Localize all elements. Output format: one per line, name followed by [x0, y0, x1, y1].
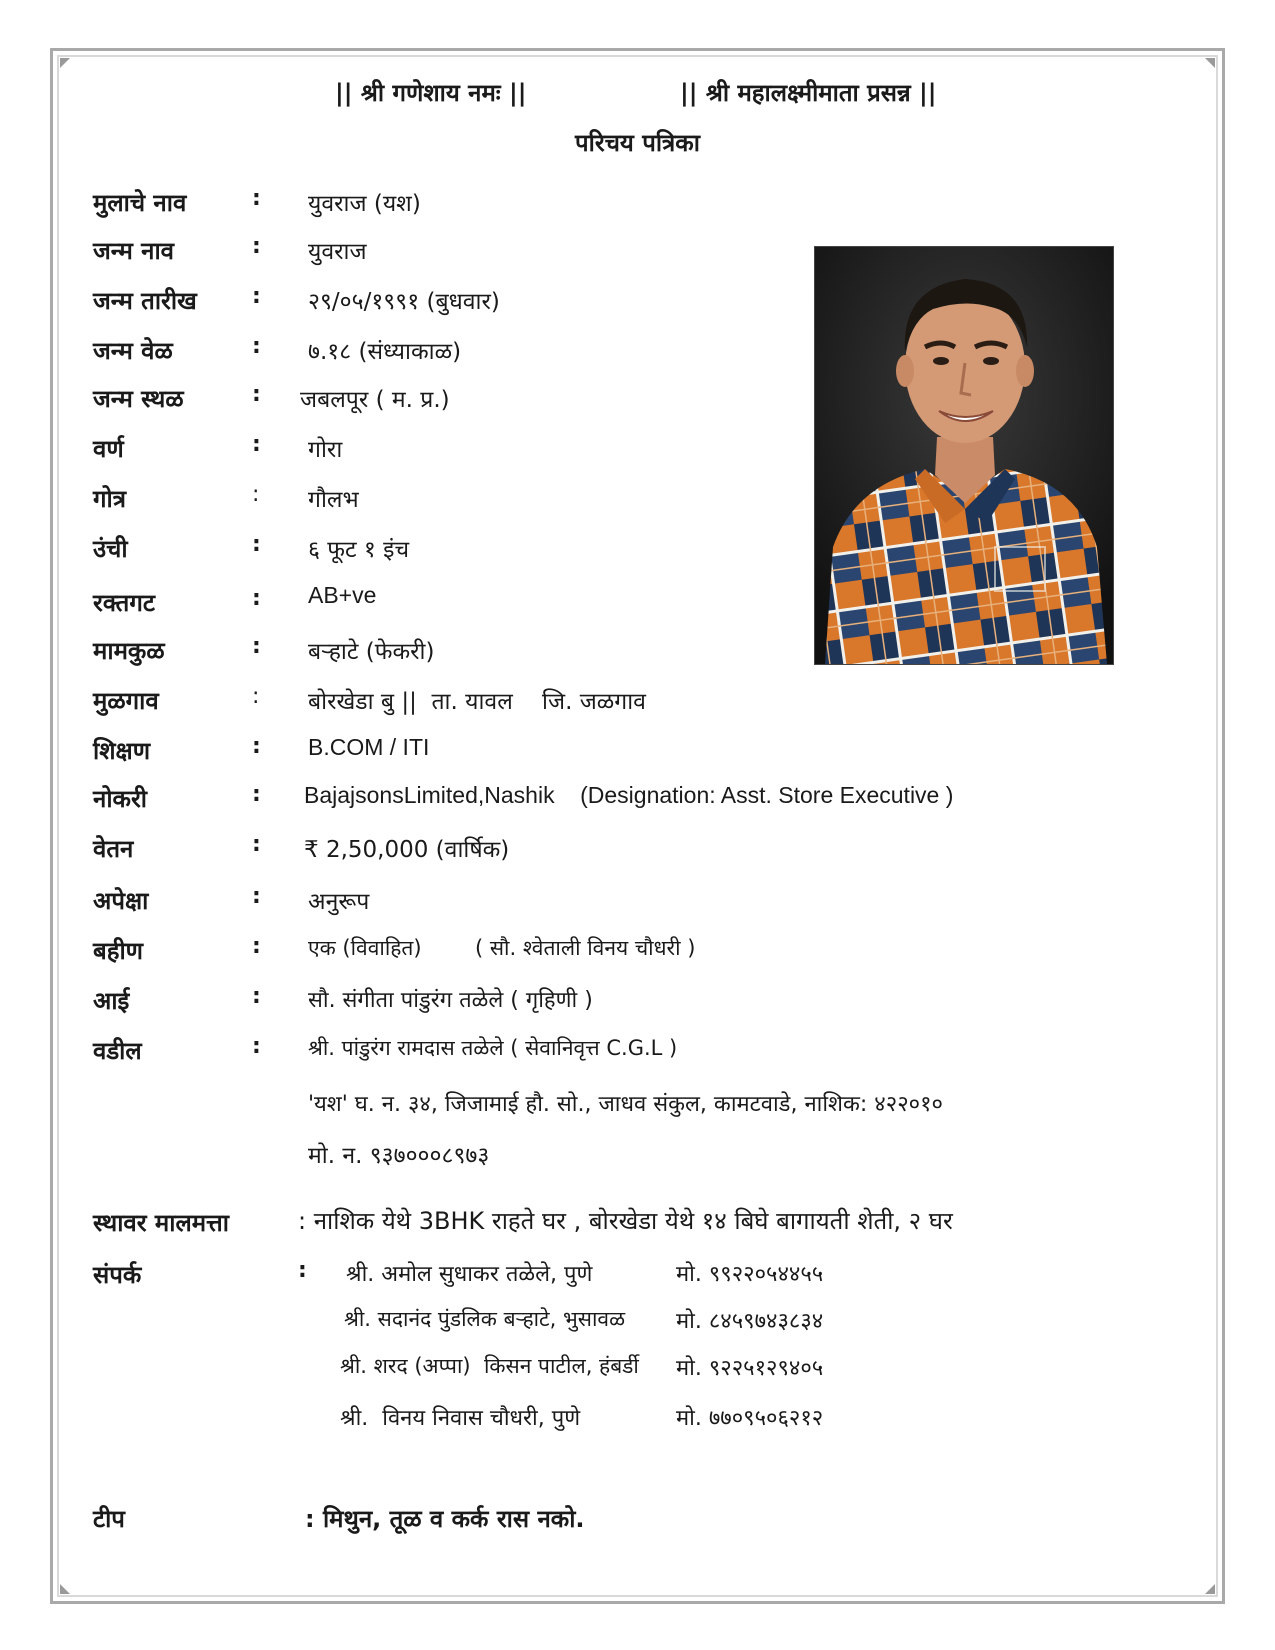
field-label: बहीण — [93, 937, 144, 965]
field-colon: : — [252, 1034, 261, 1059]
field-colon: : — [252, 934, 261, 959]
field-value: ₹ 2,50,000 (वार्षिक) — [304, 837, 510, 863]
field-label: जन्म स्थळ — [93, 385, 184, 413]
note-label: टीप — [93, 1505, 125, 1533]
field-colon: : — [252, 234, 261, 259]
field-label: आई — [93, 987, 130, 1015]
note-value: : मिथुन, तूळ व कर्क रास नको. — [305, 1505, 585, 1533]
field-row — [0, 734, 1275, 774]
page-title: परिचय पत्रिका — [575, 129, 700, 157]
field-label: वडील — [93, 1037, 142, 1065]
contact-phone: मो. ७७०९५०६२१२ — [676, 1406, 824, 1431]
field-label: नोकरी — [93, 785, 147, 813]
corner-ornament-bottom-right — [1205, 1584, 1215, 1594]
field-value: श्री. पांडुरंग रामदास तळेले ( सेवानिवृत्त C.G.L ) — [308, 1036, 678, 1060]
field-colon: : — [252, 532, 261, 557]
field-value: युवराज — [308, 239, 367, 265]
field-row — [0, 782, 1275, 822]
field-row — [0, 186, 1275, 226]
field-colon: : — [252, 984, 261, 1009]
field-row — [0, 884, 1275, 924]
field-colon: : — [252, 832, 261, 857]
field-colon: : — [252, 382, 261, 407]
address-line: 'यश' घ. न. ३४, जिजामाई हौ. सो., जाधव संकुल, कामटवाडे, नाशिक: ४२२०१० — [308, 1092, 943, 1117]
field-label: मामकुळ — [93, 637, 165, 665]
field-colon: : — [252, 432, 261, 457]
field-colon: : — [252, 334, 261, 359]
field-colon: : — [252, 186, 261, 211]
field-row — [0, 832, 1275, 872]
field-value: अनुरूप — [308, 889, 370, 915]
field-value: युवराज (यश) — [308, 191, 421, 217]
field-row — [0, 1034, 1275, 1074]
profile-photo — [814, 246, 1114, 665]
contact-name: श्री. विनय निवास चौधरी, पुणे — [340, 1406, 581, 1431]
property-label: स्थावर मालमत्ता — [93, 1209, 229, 1237]
field-value: ६ फूट १ इंच — [308, 537, 410, 563]
property-value: : नाशिक येथे 3BHK राहते घर , बोरखेडा येथे १४ बिघे बागायती शेती, २ घर — [298, 1207, 953, 1235]
contact-name: श्री. सदानंद पुंडलिक बऱ्हाटे, भुसावळ — [344, 1307, 626, 1331]
field-label: शिक्षण — [93, 737, 151, 765]
field-label: जन्म नाव — [93, 237, 175, 265]
field-colon: : — [252, 586, 261, 611]
invocation-right: || श्री महालक्ष्मीमाता प्रसन्न || — [680, 79, 937, 107]
field-label: उंची — [93, 535, 128, 563]
contacts-colon: : — [298, 1258, 307, 1283]
contact-phone: मो. ९२२५१२९४०५ — [676, 1356, 824, 1381]
field-row — [0, 934, 1275, 974]
field-label: मुळगाव — [93, 687, 159, 715]
field-value: जबलपूर ( म. प्र.) — [300, 387, 450, 413]
field-label: वर्ण — [93, 435, 124, 463]
field-value: बोरखेडा बु || ता. यावल जि. जळगाव — [308, 689, 646, 715]
field-row — [0, 684, 1275, 724]
field-label: जन्म वेळ — [93, 337, 173, 365]
field-value: गोरा — [308, 437, 343, 463]
field-colon: : — [252, 782, 261, 807]
field-colon: : — [252, 284, 261, 309]
field-value: ७.१८ (संध्याकाळ) — [308, 339, 462, 365]
field-colon: : — [252, 634, 261, 659]
field-colon: : — [252, 482, 260, 507]
field-label: अपेक्षा — [93, 887, 149, 915]
invocation-left: || श्री गणेशाय नमः || — [335, 79, 527, 107]
contact-phone: मो. ८४५९७४३८३४ — [676, 1309, 824, 1334]
field-colon: : — [252, 684, 260, 709]
field-row — [0, 984, 1275, 1024]
field-value: सौ. संगीता पांडुरंग तळेले ( गृहिणी ) — [308, 988, 593, 1013]
contact-name: श्री. अमोल सुधाकर तळेले, पुणे — [346, 1262, 593, 1287]
corner-ornament-top-left — [60, 58, 70, 68]
contact-name: श्री. शरद (अप्पा) किसन पाटील, हंबर्डी — [340, 1354, 639, 1378]
contact-phone: मो. ९९२२०५४४५५ — [676, 1262, 824, 1287]
field-label: मुलाचे नाव — [93, 189, 187, 217]
corner-ornament-top-right — [1205, 58, 1215, 68]
field-value: गौलभ — [308, 487, 359, 513]
field-value: बऱ्हाटे (फेकरी) — [308, 639, 435, 665]
field-value: एक (विवाहित) ( सौ. श्वेताली विनय चौधरी ) — [308, 936, 696, 960]
field-colon: : — [252, 884, 261, 909]
field-label: वेतन — [93, 835, 134, 863]
field-value: २९/०५/१९९१ (बुधवार) — [308, 289, 500, 315]
field-label: गोत्र — [93, 485, 126, 513]
field-label: रक्तगट — [93, 589, 155, 617]
field-value: AB+ve — [308, 582, 377, 608]
field-colon: : — [252, 734, 261, 759]
field-value: BajajsonsLimited,Nashik (Designation: Asst. Store Executive ) — [304, 782, 954, 808]
field-value: B.COM / ITI — [308, 734, 430, 760]
father-mobile: मो. न. ९३७०००८९७३ — [308, 1143, 490, 1169]
corner-ornament-bottom-left — [60, 1584, 70, 1594]
field-label: जन्म तारीख — [93, 287, 197, 315]
contacts-label: संपर्क — [93, 1261, 142, 1289]
